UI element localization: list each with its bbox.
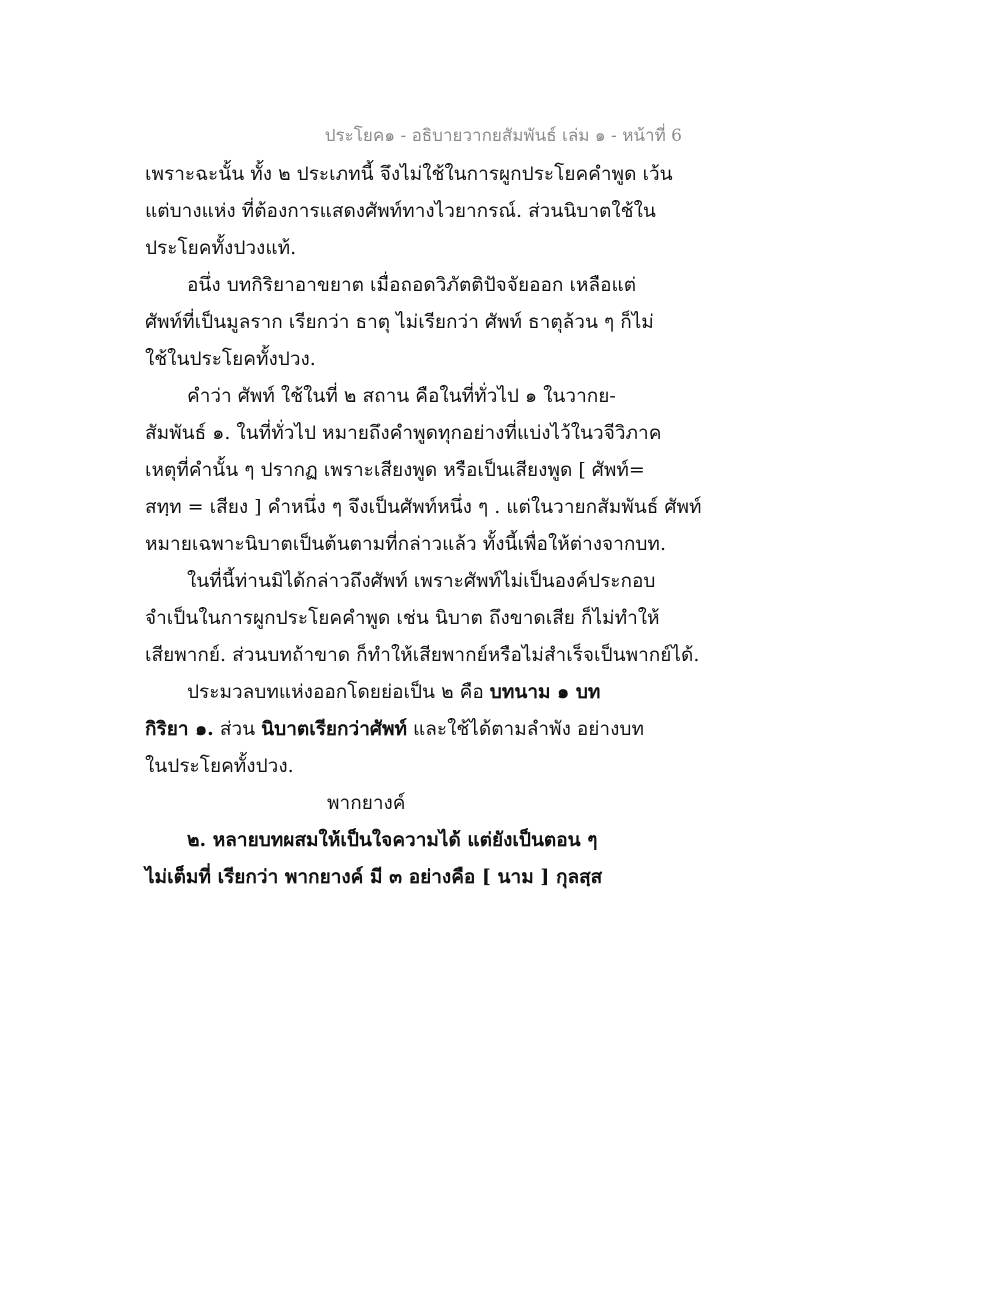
text-line: ในที่นี้ท่านมิได้กล่าวถึงศัพท์ เพราะศัพท์ไม่เป็นองค์ประกอบ — [187, 570, 656, 592]
text-line: เพราะฉะนั้น ทั้ง ๒ ประเภทนี้ จึงไม่ใช้ในการผูกประโยคคำพูด เว้น — [145, 163, 673, 185]
text-line: เสียพากย์. ส่วนบทถ้าขาด ก็ทำให้เสียพากย์หรือไม่สำเร็จเป็นพากย์ได้. — [145, 644, 700, 666]
summary-line-3: ในประโยคทั้งปวง. — [145, 755, 294, 777]
section-heading: พากยางค์ — [327, 792, 406, 814]
summary-mid: ส่วน — [213, 718, 262, 740]
text-line: แต่บางแห่ง ที่ต้องการแสดงศัพท์ทางไวยากรณ์. ส่วนนิบาตใช้ใน — [145, 200, 656, 222]
summary-term-particle: นิบาตเรียกว่าศัพท์ — [261, 718, 407, 740]
running-header: ประโยค๑ - อธิบายวากยสัมพันธ์ เล่ม ๑ - หน้าที่ 6 — [324, 126, 682, 146]
summary-line-2 — [145, 711, 745, 748]
text-line: ศัพท์ที่เป็นมูลราก เรียกว่า ธาตุ ไม่เรียกว่า ศัพท์ ธาตุล้วน ๆ ก็ไม่ — [145, 311, 654, 333]
summary-line-1 — [145, 674, 745, 711]
text-line: จำเป็นในการผูกประโยคคำพูด เช่น นิบาต ถึงขาดเสีย ก็ไม่ทำให้ — [145, 607, 660, 629]
text-line: ใช้ในประโยคทั้งปวง. — [145, 348, 316, 370]
text-line: หมายเฉพาะนิบาตเป็นต้นตามที่กล่าวแล้ว ทั้งนี้เพื่อให้ต่างจากบท. — [145, 533, 666, 555]
text-line: ประโยคทั้งปวงแท้. — [145, 237, 297, 259]
text-line: สทฺท = เสียง ] คำหนึ่ง ๆ จึงเป็นศัพท์หนึ่ง ๆ . แต่ในวายกสัมพันธ์ ศัพท์ — [145, 496, 702, 518]
text-line: อนึ่ง บทกิริยาอาขยาต เมื่อถอดวิภัตติปัจจัยออก เหลือแต่ — [187, 274, 637, 296]
body-text — [145, 156, 745, 896]
text-line: คำว่า ศัพท์ ใช้ในที่ ๒ สถาน คือในที่ทั่วไป ๑ ในวากย- — [187, 385, 616, 407]
summary-lead: ประมวลบทแห่งออกโดยย่อเป็น ๒ คือ — [187, 681, 490, 703]
summary-term-noun: บทนาม ๑ บท — [489, 681, 601, 703]
summary-tail: และใช้ได้ตามลำพัง อย่างบท — [407, 718, 644, 740]
text-line: เหตุที่คำนั้น ๆ ปรากฏ เพราะเสียงพูด หรือเป็นเสียงพูด [ ศัพท์= — [145, 459, 645, 481]
section-para-line-1: ๒. หลายบทผสมให้เป็นใจความได้ แต่ยังเป็นตอน ๆ — [187, 829, 598, 851]
section-para-line-2: ไม่เต็มที่ เรียกว่า พากยางค์ มี ๓ อย่างคือ [ นาม ] กุลสฺส — [145, 866, 603, 888]
text-line: สัมพันธ์ ๑. ในที่ทั่วไป หมายถึงคำพูดทุกอย่างที่แบ่งไว้ในวจีวิภาค — [145, 422, 662, 444]
summary-term-verb: กิริยา ๑. — [145, 718, 214, 740]
